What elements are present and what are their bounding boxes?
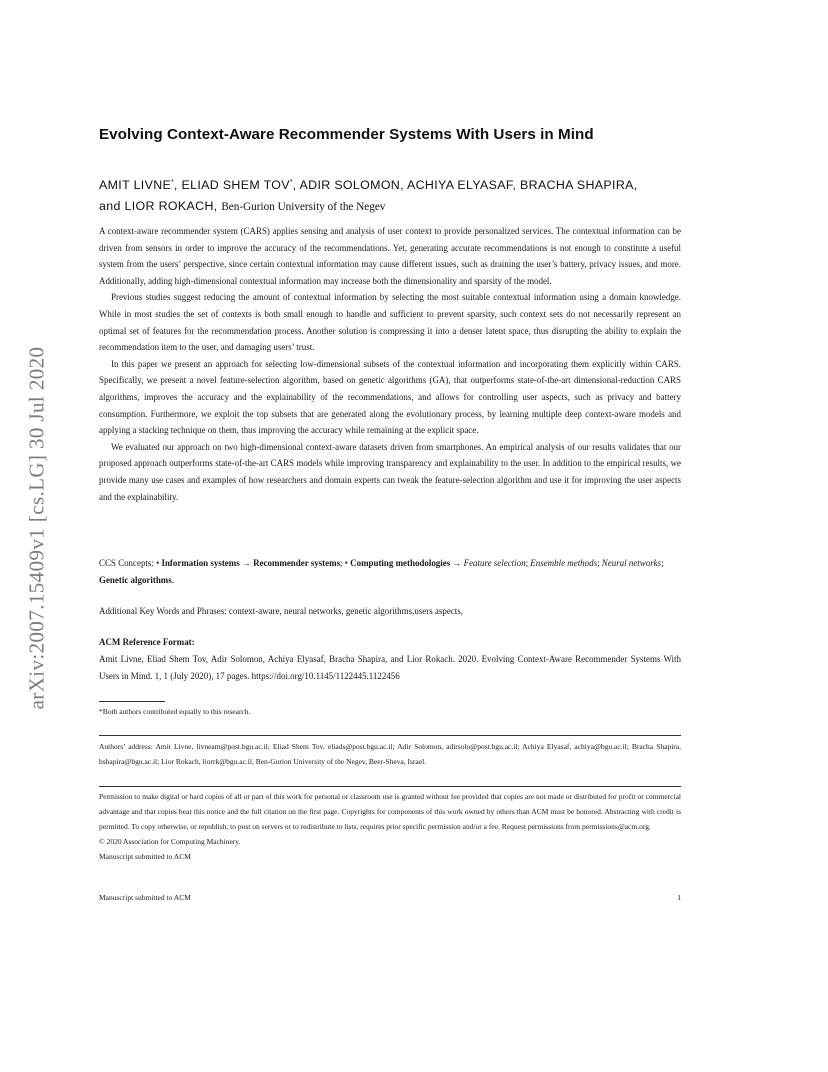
permission-rule xyxy=(99,786,681,787)
abstract-paragraph: A context-aware recommender system (CARS) applies sensing and analysis of user context to provide personalized services. The contextual information can be driven from sensors in order to improve the accuracy of the recommendations. Yet, generating accurate recommendations is not enough to constitute a useful system from the users’ perspective, since certain contextual information may cause different issues, such as draining the user’s battery, privacy issues, and more. Additionally, adding high-dimensional contextual information may increase both the dimensionality and sparsity of the model. xyxy=(99,226,681,286)
ccs-concept: Genetic algorithms xyxy=(99,574,172,585)
reference-format-text: Amit Livne, Eliad Shem Tov, Adir Solomon, Achiya Elyasaf, Bracha Shapira, and Lior Rokach. 2020. Evolving Context-Aware Recommender Systems With Users in Mind. 1, 1 (July 2020), 17 pages. https://doi.org/10.1145/1122445.1122456 xyxy=(99,654,681,681)
ccs-concept: Neural networks xyxy=(601,558,662,568)
footnote: *Both authors contributed equally to this research. xyxy=(99,707,251,716)
permission-block xyxy=(99,789,681,864)
page-number: 1 xyxy=(677,893,681,902)
abstract-paragraph: Previous studies suggest reducing the amount of contextual information by selecting the most suitable contextual information using a domain knowledge. While in most studies the set of contexts is both small enough to handle and sufficient to prevent sparsity, such context sets do not necessarily represent an optimal set of features for the recommendation process. Another solution is compressing it into a denser latent space, thus disrupting the ability to explain the recommendation item to the user, and damaging users’ trust. xyxy=(99,292,681,353)
copyright-line: © 2020 Association for Computing Machinery. xyxy=(99,837,241,846)
author-names: , ADIR SOLOMON, ACHIYA ELYASAF, BRACHA SHAPIRA, xyxy=(292,178,638,192)
arrow-icon: → xyxy=(450,558,464,568)
ccs-concept: Recommender systems xyxy=(253,558,341,568)
author-name: , ELIAD SHEM TOV xyxy=(173,178,290,192)
footnote-rule xyxy=(99,701,165,702)
equal-contribution-marker: * xyxy=(289,179,293,186)
reference-format-heading: ACM Reference Format: xyxy=(99,637,195,647)
footer-text: Manuscript submitted to ACM xyxy=(99,893,191,902)
paper-title: Evolving Context-Aware Recommender Systems With Users in Mind xyxy=(99,126,594,143)
author-names: and LIOR ROKACH, xyxy=(99,199,218,213)
manuscript-note: Manuscript submitted to ACM xyxy=(99,852,191,861)
ccs-concept: Computing methodologies xyxy=(350,558,451,568)
author-block xyxy=(99,172,681,218)
address-rule xyxy=(99,735,681,736)
abstract xyxy=(99,223,681,505)
ccs-concepts xyxy=(99,555,681,588)
abstract-paragraph: We evaluated our approach on two high-dimensional context-aware datasets driven from smartphones. An empirical analysis of our results validates that our proposed approach outperforms state-of-the-art CARS models while improving transparency and explainability to the user. In addition to the empirical results, we provide many use cases and examples of how researchers and domain experts can tweak the feature-selection algorithm and use it for improving the user aspects and the explainability. xyxy=(99,441,681,502)
abstract-paragraph: In this paper we present an approach for selecting low-dimensional subsets of the contextual information and incorporating them explicitly within CARS. Specifically, we present a novel feature-selection algorithm, based on genetic algorithms (GA), that outperforms state-of-the-art dimensional-reduction CARS algorithms, improves the accuracy and the explainability of the recommendations, and allows for controlling user aspects, such as privacy and battery consumption. Furthermore, we exploit the top subsets that are generated along the evolutionary process, by learning multiple deep context-aware models and applying a stacking technique on them, thus improving the accuracy while remaining at the explicit space. xyxy=(99,358,681,436)
equal-contribution-marker: * xyxy=(171,179,174,186)
authors-address: Authors’ address: Amit Livne, livneam@post.bgu.ac.il; Eliad Shem Tov, eliads@post.bgu.ac.il; Adir Solomon, adirsolo@post.bgu.ac.il; Achiya Elyasaf, achiya@bgu.ac.il; Bracha Shapira, bshapira@bgu.ac.il; Lior Rokach, liorrk@bgu.ac.il, Ben-Gurion University of the Negev, Beer-Sheva, Israel. xyxy=(99,742,681,766)
author-name: AMIT LIVNE xyxy=(99,178,172,192)
ccs-end: . xyxy=(171,574,174,585)
permission-text: Permission to make digital or hard copies of all or part of this work for personal or classroom use is granted without fee provided that copies are not made or distributed for profit or commercial advantage and that copies bear this notice and the full citation on the first page. Copyrights for components of this work owned by others than ACM must be honored. Abstracting with credit is permitted. To copy otherwise, or republish, to post on servers or to redistribute to lists, requires prior specific permission and/or a fee. Request permissions from permissions@acm.org. xyxy=(99,792,681,831)
ccs-separator: ; • xyxy=(340,558,348,568)
ccs-concept: Feature selection xyxy=(463,558,526,568)
ccs-label: CCS Concepts: • xyxy=(99,558,160,568)
ccs-separator: ; xyxy=(661,558,664,568)
ccs-separator: ; xyxy=(597,558,602,568)
author-line-2 xyxy=(99,196,681,218)
ccs-separator: ; xyxy=(525,558,531,568)
author-line-1 xyxy=(99,172,681,196)
arxiv-identifier: arXiv:2007.15409v1 [cs.LG] 30 Jul 2020 xyxy=(24,346,49,710)
affiliation: Ben-Gurion University of the Negev xyxy=(221,201,386,213)
page-footer xyxy=(99,892,681,904)
ccs-concept: Information systems xyxy=(161,558,240,568)
arrow-icon: → xyxy=(239,558,254,568)
ccs-concept: Ensemble methods xyxy=(530,558,598,568)
keywords: Additional Key Words and Phrases: context-aware, neural networks, genetic algorithms,users aspects, xyxy=(99,606,463,616)
